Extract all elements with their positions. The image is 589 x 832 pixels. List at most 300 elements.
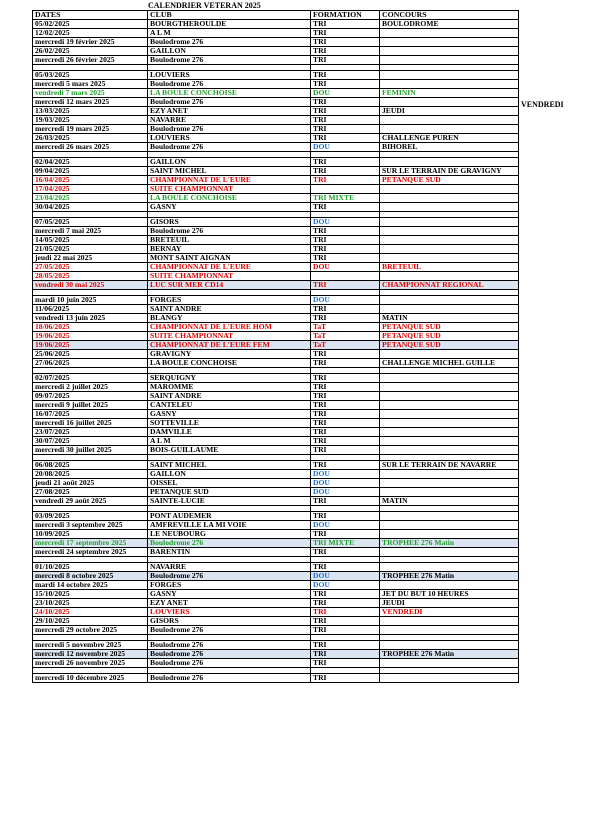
club-cell: BOURGTHEROULDE (148, 20, 311, 29)
date-cell: mardi 14 octobre 2025 (33, 581, 148, 590)
formation-cell: TRI (311, 659, 380, 668)
formation-cell: DOU (311, 470, 380, 479)
club-cell: SUITE CHAMPIONNAT (148, 332, 311, 341)
date-cell: 30/07/2025 (33, 437, 148, 446)
date-cell: 06/08/2025 (33, 461, 148, 470)
concours-cell: JET DU BUT 10 HEURES (380, 590, 519, 599)
concours-cell: SUR LE TERRAIN DE GRAVIGNY (380, 167, 519, 176)
table-row (33, 548, 519, 557)
club-cell: SAINT MICHEL (148, 167, 311, 176)
header-row (33, 11, 519, 20)
date-cell: mercredi 12 mars 2025 (33, 98, 148, 107)
table-row (33, 281, 519, 290)
date-cell: 12/02/2025 (33, 29, 148, 38)
concours-cell: PETANQUE SUD (380, 332, 519, 341)
formation-cell: DOU (311, 218, 380, 227)
table-row (33, 599, 519, 608)
formation-cell: TRI (311, 227, 380, 236)
formation-cell: DOU (311, 488, 380, 497)
header-dates: DATES (33, 11, 148, 20)
concours-cell (380, 659, 519, 668)
formation-cell: DOU (311, 143, 380, 152)
table-row (33, 236, 519, 245)
club-cell: SAINT ANDRE (148, 392, 311, 401)
club-cell: CHAMPIONNAT DE L'EURE (148, 176, 311, 185)
date-cell: vendredi 13 juin 2025 (33, 314, 148, 323)
club-cell: SUITE CHAMPIONNAT (148, 185, 311, 194)
club-cell: GASNY (148, 590, 311, 599)
concours-cell: TROPHEE 276 Matin (380, 650, 519, 659)
formation-cell: TRI (311, 548, 380, 557)
concours-cell (380, 38, 519, 47)
formation-cell: TRI (311, 599, 380, 608)
concours-cell: TROPHEE 276 Matin (380, 572, 519, 581)
formation-cell: DOU (311, 89, 380, 98)
club-cell: EZY ANET (148, 599, 311, 608)
concours-cell (380, 116, 519, 125)
date-cell: 02/07/2025 (33, 374, 148, 383)
table-row (33, 374, 519, 383)
club-cell: Boulodrome 276 (148, 641, 311, 650)
formation-cell: TRI (311, 80, 380, 89)
concours-cell (380, 245, 519, 254)
table-row (33, 218, 519, 227)
concours-cell: MATIN (380, 314, 519, 323)
club-cell: LA BOULE CONCHOISE (148, 194, 311, 203)
concours-cell: TROPHEE 276 Matin (380, 539, 519, 548)
table-row (33, 20, 519, 29)
club-cell: GASNY (148, 203, 311, 212)
club-cell: Boulodrome 276 (148, 56, 311, 65)
club-cell: Boulodrome 276 (148, 674, 311, 683)
formation-cell: DOU (311, 572, 380, 581)
club-cell: PETANQUE SUD (148, 488, 311, 497)
club-cell: GAILLON (148, 47, 311, 56)
table-row (33, 410, 519, 419)
club-cell: GAILLON (148, 158, 311, 167)
date-cell: mercredi 9 juillet 2025 (33, 401, 148, 410)
table-row (33, 98, 519, 107)
formation-cell: TRI (311, 29, 380, 38)
date-cell: 19/06/2025 (33, 341, 148, 350)
date-cell: 25/06/2025 (33, 350, 148, 359)
date-cell: 26/02/2025 (33, 47, 148, 56)
table-row (33, 143, 519, 152)
date-cell: 30/04/2025 (33, 203, 148, 212)
table-row (33, 71, 519, 80)
date-cell: 14/05/2025 (33, 236, 148, 245)
formation-cell: TRI (311, 236, 380, 245)
table-row (33, 47, 519, 56)
table-row (33, 125, 519, 134)
date-cell: mercredi 19 mars 2025 (33, 125, 148, 134)
table-row (33, 470, 519, 479)
date-cell: mercredi 24 septembre 2025 (33, 548, 148, 557)
concours-cell (380, 470, 519, 479)
concours-cell (380, 488, 519, 497)
date-cell: 15/10/2025 (33, 590, 148, 599)
formation-cell: TRI (311, 125, 380, 134)
club-cell: CANTELEU (148, 401, 311, 410)
concours-cell (380, 479, 519, 488)
table-row (33, 134, 519, 143)
table-row (33, 89, 519, 98)
table-row (33, 323, 519, 332)
table-row (33, 305, 519, 314)
date-cell: mercredi 19 février 2025 (33, 38, 148, 47)
club-cell: LE NEUBOURG (148, 530, 311, 539)
formation-cell: TaT (311, 323, 380, 332)
concours-cell (380, 392, 519, 401)
table-row (33, 296, 519, 305)
club-cell: Boulodrome 276 (148, 626, 311, 635)
table-row (33, 521, 519, 530)
date-cell: 02/04/2025 (33, 158, 148, 167)
club-cell: A L M (148, 29, 311, 38)
table-row (33, 446, 519, 455)
date-cell: mercredi 30 juillet 2025 (33, 446, 148, 455)
calendar-table (32, 10, 519, 683)
date-cell: mercredi 5 novembre 2025 (33, 641, 148, 650)
concours-cell (380, 401, 519, 410)
club-cell: NAVARRE (148, 116, 311, 125)
club-cell: CHAMPIONNAT DE L'EURE (148, 263, 311, 272)
date-cell: mercredi 12 novembre 2025 (33, 650, 148, 659)
formation-cell: TRI (311, 98, 380, 107)
club-cell: BARENTIN (148, 548, 311, 557)
table-row (33, 401, 519, 410)
table-row (33, 530, 519, 539)
table-row (33, 350, 519, 359)
club-cell: LUC SUR MER CD14 (148, 281, 311, 290)
calendar-title: CALENDRIER VETERAN 2025 (148, 1, 261, 10)
concours-cell: JEUDI (380, 599, 519, 608)
concours-cell (380, 236, 519, 245)
concours-cell (380, 383, 519, 392)
date-cell: 19/03/2025 (33, 116, 148, 125)
club-cell: Boulodrome 276 (148, 80, 311, 89)
concours-cell (380, 80, 519, 89)
date-cell: 23/07/2025 (33, 428, 148, 437)
date-cell: 16/04/2025 (33, 176, 148, 185)
table-row (33, 488, 519, 497)
table-row (33, 158, 519, 167)
date-cell: 01/10/2025 (33, 563, 148, 572)
date-cell: mercredi 7 mai 2025 (33, 227, 148, 236)
concours-cell (380, 203, 519, 212)
club-cell: Boulodrome 276 (148, 650, 311, 659)
formation-cell: TRI (311, 419, 380, 428)
date-cell: 27/05/2025 (33, 263, 148, 272)
date-cell: mercredi 5 mars 2025 (33, 80, 148, 89)
date-cell: 27/06/2025 (33, 359, 148, 368)
date-cell: mercredi 17 septembre 2025 (33, 539, 148, 548)
concours-cell: BOULODROME (380, 20, 519, 29)
club-cell: GASNY (148, 410, 311, 419)
concours-cell (380, 125, 519, 134)
formation-cell: TRI (311, 617, 380, 626)
table-row (33, 203, 519, 212)
formation-cell: TRI (311, 176, 380, 185)
table-row (33, 674, 519, 683)
date-cell: mercredi 29 octobre 2025 (33, 626, 148, 635)
date-cell: mercredi 26 novembre 2025 (33, 659, 148, 668)
formation-cell: TRI (311, 245, 380, 254)
formation-cell: TRI (311, 116, 380, 125)
table-row (33, 626, 519, 635)
club-cell: Boulodrome 276 (148, 38, 311, 47)
formation-cell: TRI MIXTE (311, 194, 380, 203)
formation-cell: TRI (311, 38, 380, 47)
date-cell: vendredi 29 août 2025 (33, 497, 148, 506)
concours-cell: VENDREDI (380, 608, 519, 617)
formation-cell: TRI (311, 314, 380, 323)
formation-cell: TaT (311, 332, 380, 341)
table-row (33, 254, 519, 263)
formation-cell: TRI (311, 461, 380, 470)
club-cell: Boulodrome 276 (148, 143, 311, 152)
formation-cell: TRI (311, 530, 380, 539)
concours-cell (380, 410, 519, 419)
club-cell: SAINT ANDRE (148, 305, 311, 314)
club-cell: CHAMPIONNAT DE L'EURE HOM (148, 323, 311, 332)
concours-cell: JEUDI (380, 107, 519, 116)
formation-cell: TRI (311, 107, 380, 116)
club-cell: GISORS (148, 218, 311, 227)
formation-cell (311, 185, 380, 194)
club-cell: Boulodrome 276 (148, 572, 311, 581)
table-row (33, 341, 519, 350)
date-cell: 23/10/2025 (33, 599, 148, 608)
concours-cell (380, 617, 519, 626)
formation-cell: TRI (311, 401, 380, 410)
table-row (33, 176, 519, 185)
table-row (33, 641, 519, 650)
side-note: VENDREDI (521, 100, 564, 109)
formation-cell: TRI (311, 134, 380, 143)
formation-cell: TRI (311, 392, 380, 401)
concours-cell (380, 218, 519, 227)
club-cell: MONT SAINT AIGNAN (148, 254, 311, 263)
formation-cell: DOU (311, 296, 380, 305)
formation-cell: TRI (311, 167, 380, 176)
formation-cell: TRI (311, 56, 380, 65)
club-cell: GRAVIGNY (148, 350, 311, 359)
concours-cell (380, 581, 519, 590)
club-cell: Boulodrome 276 (148, 659, 311, 668)
formation-cell: TRI MIXTE (311, 539, 380, 548)
concours-cell (380, 296, 519, 305)
concours-cell (380, 194, 519, 203)
club-cell: SUITE CHAMPIONNAT (148, 272, 311, 281)
date-cell: mercredi 2 juillet 2025 (33, 383, 148, 392)
concours-cell (380, 563, 519, 572)
concours-cell (380, 512, 519, 521)
club-cell: Boulodrome 276 (148, 539, 311, 548)
concours-cell (380, 374, 519, 383)
formation-cell: DOU (311, 581, 380, 590)
formation-cell: TRI (311, 410, 380, 419)
table-row (33, 590, 519, 599)
concours-cell: PETANQUE SUD (380, 176, 519, 185)
concours-cell (380, 674, 519, 683)
formation-cell: TRI (311, 254, 380, 263)
formation-cell: TRI (311, 650, 380, 659)
table-row (33, 461, 519, 470)
formation-cell: TRI (311, 428, 380, 437)
table-row (33, 428, 519, 437)
date-cell: vendredi 7 mars 2025 (33, 89, 148, 98)
date-cell: mercredi 10 décembre 2025 (33, 674, 148, 683)
date-cell: jeudi 21 août 2025 (33, 479, 148, 488)
concours-cell (380, 98, 519, 107)
club-cell: A L M (148, 437, 311, 446)
table-row (33, 332, 519, 341)
formation-cell: TRI (311, 350, 380, 359)
club-cell: BERNAY (148, 245, 311, 254)
concours-cell (380, 548, 519, 557)
table-row (33, 437, 519, 446)
table-row (33, 383, 519, 392)
concours-cell: MATIN (380, 497, 519, 506)
club-cell: FORGES (148, 296, 311, 305)
club-cell: NAVARRE (148, 563, 311, 572)
club-cell: EZY ANET (148, 107, 311, 116)
table-row (33, 659, 519, 668)
concours-cell (380, 419, 519, 428)
date-cell: vendredi 30 mai 2025 (33, 281, 148, 290)
concours-cell: CHALLENGE MICHEL GUILLE (380, 359, 519, 368)
formation-cell: TRI (311, 158, 380, 167)
date-cell: mercredi 26 février 2025 (33, 56, 148, 65)
date-cell: 27/08/2025 (33, 488, 148, 497)
date-cell: 21/05/2025 (33, 245, 148, 254)
club-cell: LOUVIERS (148, 71, 311, 80)
club-cell: Boulodrome 276 (148, 98, 311, 107)
date-cell: 09/07/2025 (33, 392, 148, 401)
date-cell: 20/08/2025 (33, 470, 148, 479)
header-club: CLUB (148, 11, 311, 20)
formation-cell: TRI (311, 608, 380, 617)
formation-cell: TRI (311, 374, 380, 383)
formation-cell: TRI (311, 446, 380, 455)
club-cell: Boulodrome 276 (148, 125, 311, 134)
date-cell: 10/09/2025 (33, 530, 148, 539)
table-row (33, 572, 519, 581)
table-row (33, 563, 519, 572)
club-cell: Boulodrome 276 (148, 227, 311, 236)
date-cell: 23/04/2025 (33, 194, 148, 203)
formation-cell: TRI (311, 512, 380, 521)
club-cell: OISSEL (148, 479, 311, 488)
formation-cell: TRI (311, 305, 380, 314)
concours-cell: FEMININ (380, 89, 519, 98)
date-cell: 13/03/2025 (33, 107, 148, 116)
club-cell: SAINT MICHEL (148, 461, 311, 470)
concours-cell (380, 254, 519, 263)
concours-cell (380, 227, 519, 236)
date-cell: 29/10/2025 (33, 617, 148, 626)
formation-cell: TRI (311, 20, 380, 29)
concours-cell: CHAMPIONNAT REGIONAL (380, 281, 519, 290)
header-concours: CONCOURS (380, 11, 519, 20)
formation-cell: TRI (311, 437, 380, 446)
concours-cell: PETANQUE SUD (380, 341, 519, 350)
club-cell: DAMVILLE (148, 428, 311, 437)
concours-cell (380, 446, 519, 455)
table-row (33, 80, 519, 89)
table-row (33, 392, 519, 401)
club-cell: MAROMME (148, 383, 311, 392)
concours-cell (380, 47, 519, 56)
club-cell: BOIS-GUILLAUME (148, 446, 311, 455)
club-cell: LOUVIERS (148, 608, 311, 617)
date-cell: mercredi 3 septembre 2025 (33, 521, 148, 530)
table-row (33, 227, 519, 236)
concours-cell (380, 530, 519, 539)
table-row (33, 272, 519, 281)
table-row (33, 608, 519, 617)
concours-cell (380, 185, 519, 194)
table-row (33, 56, 519, 65)
formation-cell: TRI (311, 203, 380, 212)
date-cell: mercredi 8 octobre 2025 (33, 572, 148, 581)
club-cell: LA BOULE CONCHOISE (148, 359, 311, 368)
table-row (33, 539, 519, 548)
formation-cell: TRI (311, 497, 380, 506)
concours-cell (380, 521, 519, 530)
formation-cell: TaT (311, 341, 380, 350)
concours-cell: SUR LE TERRAIN DE NAVARRE (380, 461, 519, 470)
club-cell: LOUVIERS (148, 134, 311, 143)
formation-cell: TRI (311, 590, 380, 599)
concours-cell (380, 272, 519, 281)
club-cell: SAINTE-LUCIE (148, 497, 311, 506)
date-cell: 09/04/2025 (33, 167, 148, 176)
concours-cell: BIHOREL (380, 143, 519, 152)
table-row (33, 650, 519, 659)
table-row (33, 497, 519, 506)
table-row (33, 479, 519, 488)
formation-cell: TRI (311, 626, 380, 635)
date-cell: mardi 10 juin 2025 (33, 296, 148, 305)
table-row (33, 419, 519, 428)
club-cell: GISORS (148, 617, 311, 626)
table-row (33, 617, 519, 626)
table-row (33, 194, 519, 203)
date-cell: 28/05/2025 (33, 272, 148, 281)
formation-cell: TRI (311, 47, 380, 56)
concours-cell (380, 626, 519, 635)
concours-cell (380, 56, 519, 65)
table-row (33, 512, 519, 521)
formation-cell: TRI (311, 71, 380, 80)
table-row (33, 581, 519, 590)
club-cell: BRETEUIL (148, 236, 311, 245)
date-cell: 24/10/2025 (33, 608, 148, 617)
concours-cell (380, 428, 519, 437)
concours-cell (380, 350, 519, 359)
table-row (33, 185, 519, 194)
formation-cell (311, 272, 380, 281)
concours-cell: PETANQUE SUD (380, 323, 519, 332)
date-cell: 16/07/2025 (33, 410, 148, 419)
date-cell: 05/03/2025 (33, 71, 148, 80)
table-row (33, 116, 519, 125)
date-cell: mercredi 16 juillet 2025 (33, 419, 148, 428)
club-cell: AMFREVILLE LA MI VOIE (148, 521, 311, 530)
date-cell: 19/06/2025 (33, 332, 148, 341)
